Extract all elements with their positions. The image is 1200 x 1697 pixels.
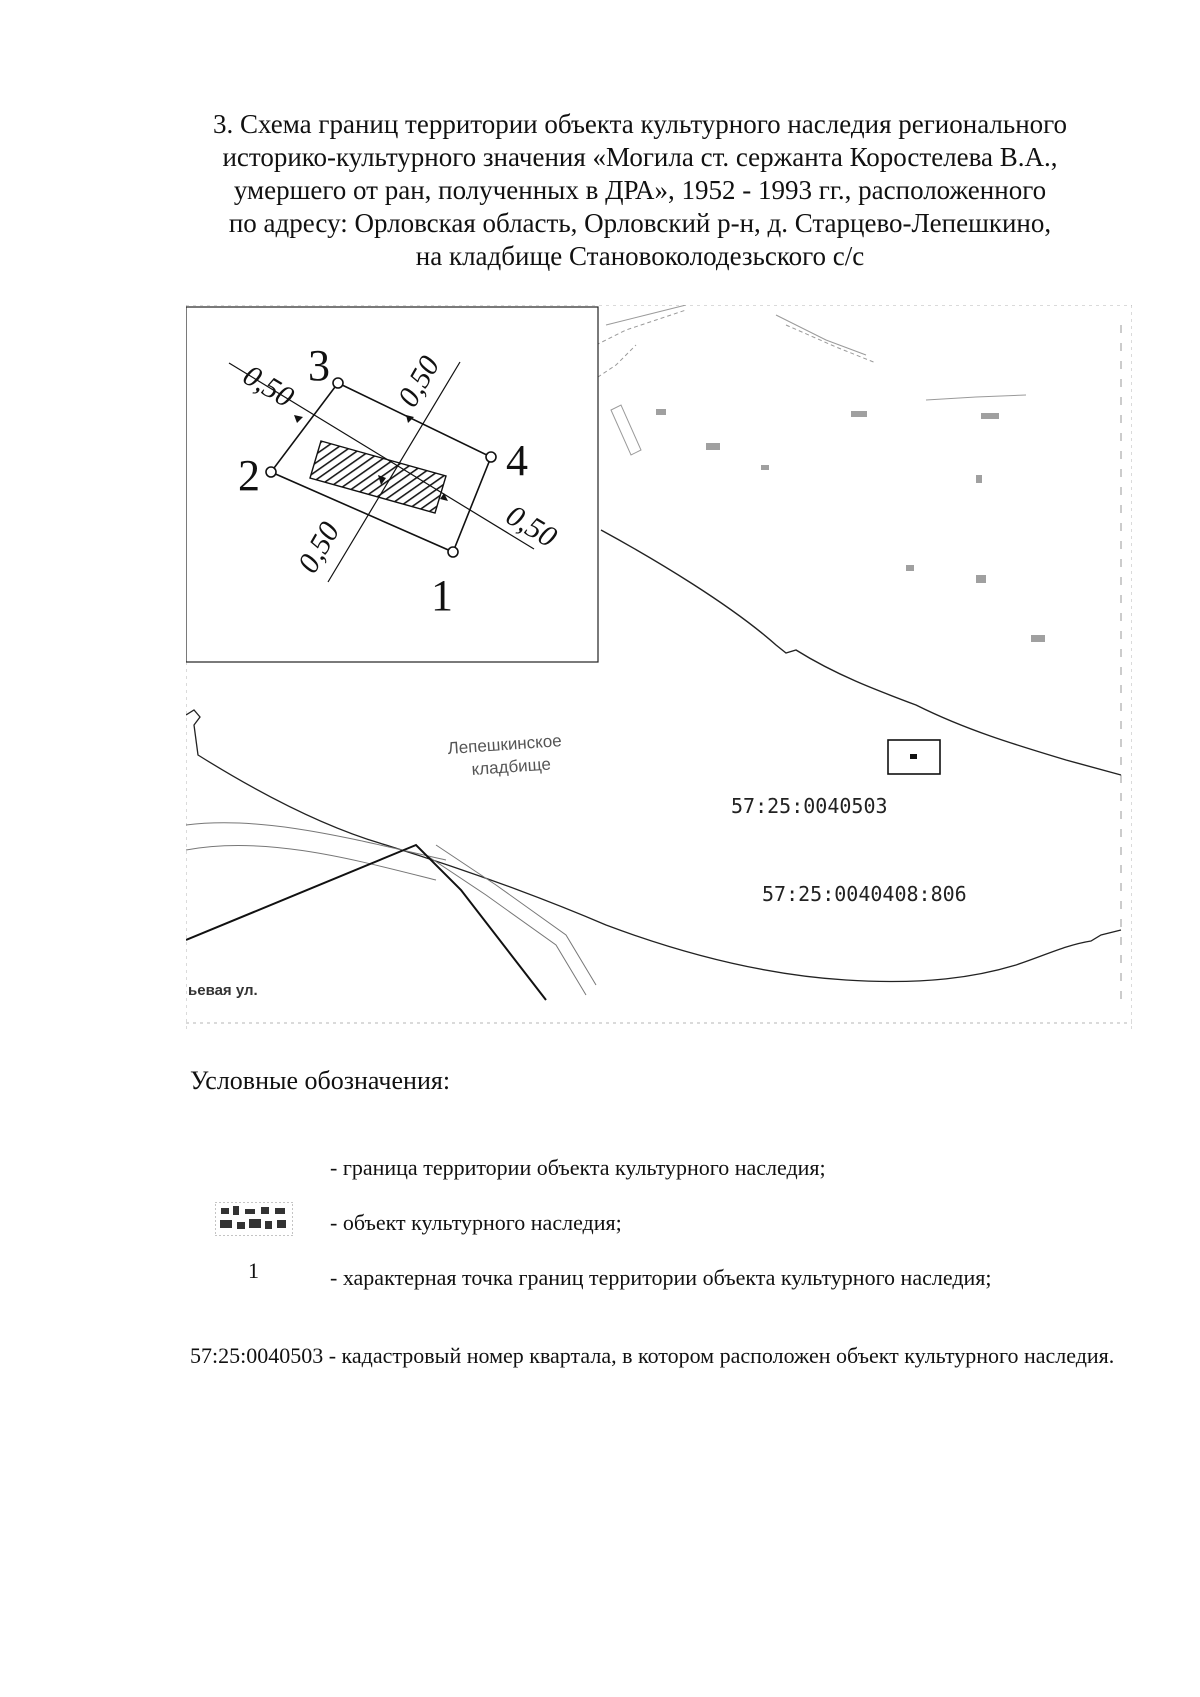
distance-label-top-right: 0,50 (391, 350, 447, 413)
distance-label-top-left: 0,50 (237, 358, 300, 415)
point-label-2: 2 (238, 451, 260, 500)
cadastral-quarter-label: 57:25:0040503 (731, 794, 888, 818)
legend-point-symbol: 1 (248, 1258, 259, 1283)
inset-panel (186, 307, 598, 662)
cemetery-label-line-1: Лепешкинское (446, 731, 563, 758)
legend-heading: Условные обозначения: (190, 1066, 451, 1095)
street-label: ьевая ул. (188, 982, 258, 999)
boundary-point-2 (266, 467, 276, 477)
legend-item-point: - характерная точка границ территории объекта культурного наследия; (330, 1265, 992, 1290)
point-label-4: 4 (506, 436, 528, 485)
legend-item-boundary: - граница территории объекта культурного наследия; (330, 1155, 826, 1180)
boundary-point-3 (333, 378, 343, 388)
boundary-point-1 (448, 547, 458, 557)
cadastral-boundary-upper (601, 530, 1121, 775)
distance-label-bottom-left: 0,50 (291, 516, 347, 579)
cadastral-parcel-label: 57:25:0040408:806 (762, 882, 967, 906)
legend-object-symbol (215, 1202, 293, 1236)
cadastral-note: 57:25:0040503 - кадастровый номер квартала, в котором расположен объект культурного наследия. (190, 1343, 1115, 1368)
road (186, 823, 596, 995)
title-line-5: на кладбище Становоколодезьского с/с (415, 241, 865, 271)
boundary-point-4 (486, 452, 496, 462)
cadastral-boundary-lower (186, 710, 1121, 982)
legend-item-object: - объект культурного наследия; (330, 1210, 622, 1235)
title-line-1: 3. Схема границ территории объекта культурного наследия регионального (212, 109, 1068, 139)
cemetery-label-line-2: кладбище (470, 754, 552, 779)
document-title (150, 108, 1130, 273)
title-line-2: историко-культурного значения «Могила ст. сержанта Коростелева В.А., (222, 142, 1058, 172)
title-line-4: по адресу: Орловская область, Орловский р-н, д. Старцево-Лепешкино, (228, 208, 1052, 238)
point-label-3: 3 (308, 341, 330, 390)
distance-label-right: 0,50 (500, 498, 563, 555)
title-line-3: умершего от ран, полученных в ДРА», 1952 - 1993 гг., расположенного (233, 175, 1047, 205)
background-specks (656, 409, 1045, 642)
boundary-map (186, 305, 1132, 1030)
district-boundary-line (186, 845, 546, 1000)
map-svg (186, 305, 1132, 1030)
point-label-1: 1 (431, 571, 453, 620)
object-marker-dot (910, 754, 917, 759)
